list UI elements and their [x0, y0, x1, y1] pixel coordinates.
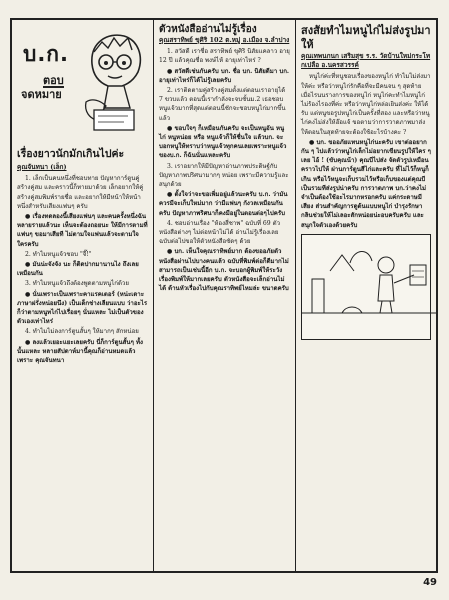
- article-title: เรื่องยาวนักมักเกินไปค่ะ: [17, 148, 125, 160]
- byline: คุณจันทนา (เล็ก): [17, 163, 67, 171]
- reply-paragraph: ● สวัสดีเช่นกันครับ บก. ชื่อ บก. นิสัยดีมา บก. อายุเท่าไหร่ก็ได้ไม่รู้เลยครับ: [159, 67, 290, 84]
- column-2: [154, 20, 296, 571]
- editor-logo: [17, 24, 148, 146]
- column-3: [296, 20, 436, 571]
- byline: คุณเทพนกนก เสริมสุข ร.ร. วัดบ้านใหม่กระโทกเปลือ อ.นครสวรรค์: [301, 52, 431, 70]
- paragraph: 3. ทำไมหนูแจ้วถึงต้องพูดตามหนูไก่ด้วย: [25, 280, 129, 288]
- byline: คุณสราทิพย์ ขุศิริ 102 ต.หมู่ อ.เมือง จ.ลำปาง: [159, 36, 290, 44]
- logo-line-2: ตอบ: [43, 74, 64, 87]
- column-1: [12, 20, 154, 571]
- reply-paragraph: ● มันน่ะจังจัง นะ ก็ติดปากมานานไง ถึงเลยเหมือนกัน: [17, 261, 139, 278]
- paragraph: 3. เราอยากให้มีปัญหาอ่านภาพประดิษฐ์กับปัญหาภาพปริศนามากๆ หน่อย เพราะมีความรู้และสนุกด้วย: [159, 162, 289, 189]
- reply-paragraph: ● นั่นเพราะเป็นเพราะคาแรคเตอร์ (หน่ะเดาะภาษาฝรั่งหน่อยนึง) เป็นเด็กช่างเลียนแบบ ว่าอะไรก็ว่าตามหนูทไก่ไปเรื่อยๆ นั่นแหละ ไม่เป็นตัวของตัวเองเท่าไหร่: [17, 290, 148, 326]
- page-number: 49: [423, 577, 437, 588]
- letters-page: [10, 18, 438, 573]
- logo-line-3: จดหมาย: [21, 88, 62, 101]
- reply-paragraph: ● ตั้งใจว่าจะขอเพิ่มอยู่แล้วนะครับ บ.ก. ว่ามันควรมีจะเก็บใหม่มาก ว่ามีแฟนๆ กังวลเหมือนกันครับ ปัญหาภาพริศนาก็คงมีอยู่ในตอนต่อๆไปครับ: [159, 191, 288, 217]
- logo-bk: บ.ก.: [23, 42, 69, 66]
- paragraph: 2. เราติดตามคู่สร้างคู่สมตั้งแต่ตอนเราอายุได้ 7 ขวบแล้ว ตอนนี้เรากำลังจะจบชั้นม.2 เธอชอบหนูแจ้วมากที่สุดแต่ตอนนี้ชักจะชอบหนูไก่มากขึ้นแล้ว: [159, 87, 286, 122]
- reply-paragraph: ● เรื่องทดลองนี้เสียงแฟนๆ และคนครั้งหนึ่งฉันหลายรายแล้วนะ เห็นจะต้องถอยนะ ให้มีการตามที่แฟนๆ ขอมาเสียที ไม่ตามใจแฟนแล้วจะตามใจใครครับ: [17, 213, 148, 248]
- body-text: [159, 47, 290, 293]
- paragraph: 1. เล็กเป็นคนหนึ่งที่ชอบทาย ปัญหาการ์ตูนคู่สร้างคู่สม และคราวนี้ก็ทายมาด้วย เล็กอยากให้คู่สร้างคู่สมพิมพ์รายชื่อ และอยากให้มีหน้าให้หน้าหนึ่งสำหรับเสียงแฟนๆ ครับ: [17, 175, 144, 210]
- body-text: [17, 174, 148, 365]
- reply-paragraph: ● ขอบใจๆ ก็เหมือนกันครับ จะเป็นหนูอัน หนูไก่ หนูหน่อย หรือ หนูแจ้วก็ให้ชื่นใจ แล้วบก. จะบอกหนูให้ทราบว่าหนูแจ้วทุกคนเลยเพราะหนูแจ้วของบ.ก. ก็ฉันนั่นแหละครับ: [159, 124, 287, 160]
- drawing-icon: [302, 235, 436, 335]
- body-text: [301, 72, 431, 229]
- reply-paragraph: ● บก. เห็นใจคุณราทิพย์มาก ต้องขออภัยตัวหนังสือผ่านไปบางคนแล้ว ฉบับที่พิมพ์ต่อก็ดีมากไม่สามารถเป็นเช่นนี้อีก บ.ก. จะบอกผู้พิมพ์ให้ระวังเรื่องพิมพ์ให้มากเลยครับ ตัวหนังสือจะเล็กอ่านไม่ได้ ด้านหัวเรื่องไปกับคุณราทิพย์ไหมล่ะ ขนาดครับ: [159, 248, 289, 293]
- letter-title: ตัวหนังสืออ่านไม่รู้เรื่อง: [159, 24, 257, 35]
- editor-cartoon-icon: [78, 28, 148, 140]
- paragraph: หนูไก่ค่ะที่หนูชอบเรื่องของหนูไก่ ทำไมไม่ส่งมาให้ค่ะ หรือว่าหนูไก่รักคือที่จะมีคนจน ๆ สุดท้ายเมื่อไรนนรางการของหนูไก่ หนูไก่คะทำไมหนูไก่ไม่ร้องไรองที่ค่ะ หรือว่าหนูไก่หล่อเยินส่งค่ะ ให้ได้รับ แต่หนูขอรูปหนูไก่เป็นครั้งที่สอง และหรือว่าหนูไก่คงไม่ส่งให้ฮ๊อแจ้ ขอตามว่าการวาดภาพมาส่งให้ตอนในสุดท้ายจะต้องใช้อะไรบ้างคะ ?: [301, 73, 431, 136]
- paragraph: 4. ทำไมไม่ลงการ์ตูนสั้นๆ ให้มากๆ สักหน่อย: [25, 328, 139, 336]
- reply-paragraph: ● บก. ขออภัยแทนหนูไก่นะครับ เขาต่ออยากกัน ๆ ไปแล้วว่าหนูไก่เล็กไม่อยากเขียนรูปให้ใคร ๆ เลย ไอ้ ! (ขับคุณน้า) คุณบีไปส่ง จัดตัวรูปเหมือนคราวไปให้ ผ่านการ์ตูนสีไก่และครับ ที่ไม่ไว้ก็หนูก็เกิน หรือไว้หนูจะเก็บรวมไว้หรือเก็บของแต่คุณบีเป็นรวมทีส่งรูปน่าครับ การวาดภาพ บก.ว่าคงไม่จำเป็นต้องใช้อะไรมากหรอกครับ แค่กระดาษมีเสียง ส่วนสำคัญการดูต้นแบบหนูไก่ บำรุงรักษากลินช่วยให้ไม่เลอะสักหน่อยน่ะอบครับครับ และสนุกใจตัวเองด้วยครับ: [301, 138, 431, 229]
- cartoon-illustration: [301, 234, 431, 340]
- paragraph: 2. ทำไมหนูแจ้วชอบ "จี๊!": [25, 250, 92, 258]
- paragraph: 4. ชอบอ่านเรื่อง "ห้องสี่ชาพ" ฉบับที่ 69 ตัวหนังสือต่างๆ ไม่ต่อหน้าไม่ได้ อ่านไม่รู้เรื่องเลย ฉบับต่อไปขอให้ตัวหนังสือชัดๆ ด้วย: [159, 219, 280, 246]
- reply-paragraph: ● ลงแล้วเยอะแยะเลยครับ นี่ก็การ์ตูนสั้นๆ ทั้งนั้นแหละ หลายสัปดาห์มานี้คุณก็อ่านหมดแล้วเพราะ คุณจันทนา: [17, 338, 143, 365]
- letter-title: สงสัยทำไมหนูไก่ไม่ส่งรูปมาให้: [301, 24, 431, 51]
- paragraph: 1. สวัสดี เราชื่อ สราทิพย์ ขุศิริ นิสัยแคลาว อายุ 12 ปี แล้วคุณชื่อ พงษ์ไห้ อายุเท่าไหร่ ?: [159, 48, 290, 65]
